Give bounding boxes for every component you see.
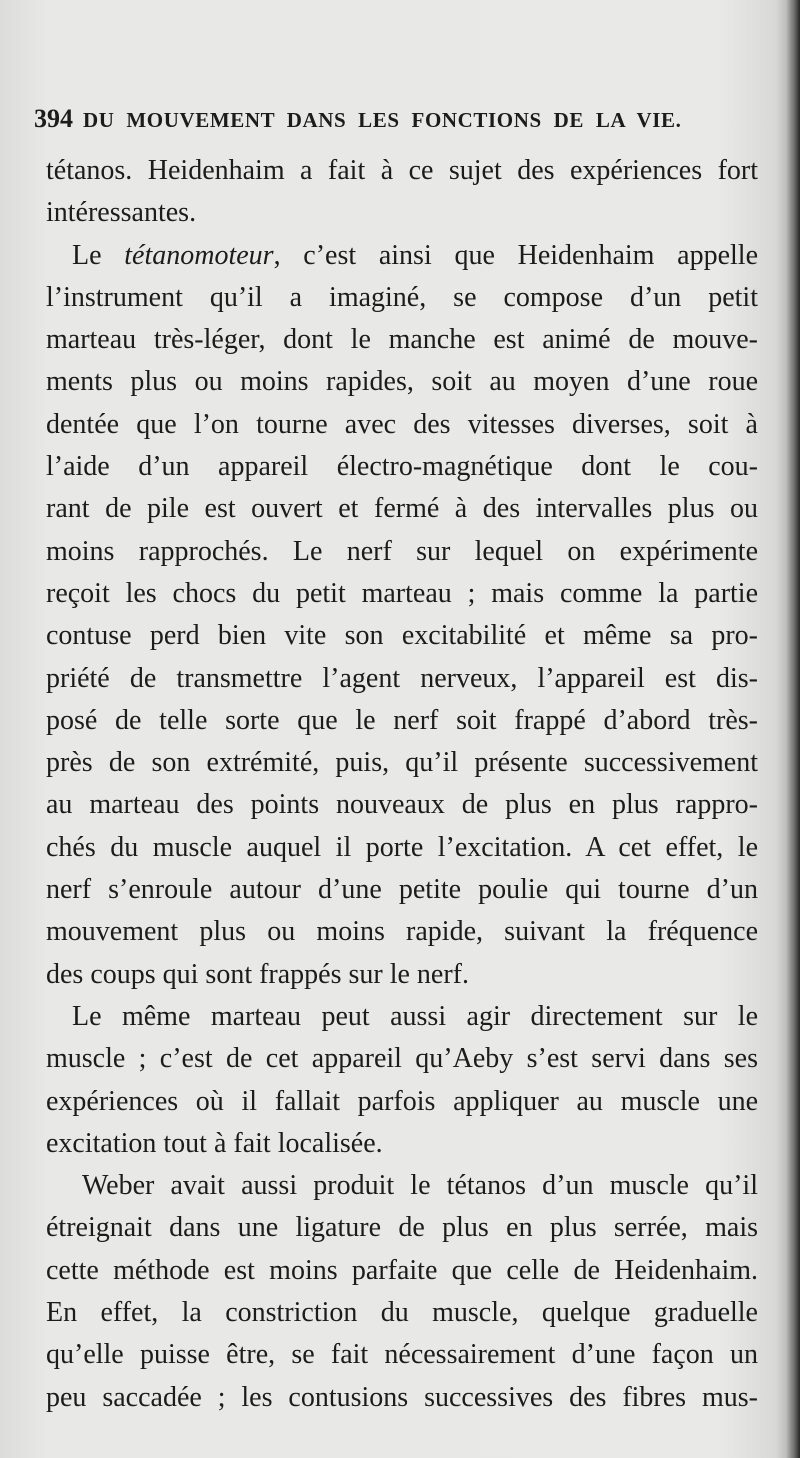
text-line: rant de pile est ouvert et fermé à des intervalles plus ou: [46, 493, 758, 525]
running-head-title: DU MOUVEMENT DANS LES FONCTIONS DE LA VIE.: [83, 108, 682, 132]
text-line: cette méthode est moins parfaite que celle de Heidenhaim.: [46, 1254, 758, 1286]
running-head: [34, 104, 694, 134]
text-line: expériences où il fallait parfois appliquer au muscle une: [46, 1085, 758, 1117]
text-line: peu saccadée ; les contusions successives des fibres mus-: [46, 1381, 758, 1413]
text-line: tétanos. Heidenhaim a fait à ce sujet des expériences fort: [46, 155, 758, 186]
text-line: l’aide d’un appareil électro-magnétique dont le cou-: [46, 451, 758, 483]
text-line: l’instrument qu’il a imaginé, se compose d’un petit: [46, 281, 758, 313]
text-line: étreignait dans une ligature de plus en plus serrée, mais: [46, 1212, 758, 1244]
text-line: contuse perd bien vite son excitabilité et même sa pro-: [46, 620, 758, 652]
text-line: [46, 235, 758, 277]
line-segment: Le: [72, 239, 125, 271]
text-line: En effet, la constriction du muscle, quelque graduelle: [46, 1297, 758, 1329]
page-edge-shadow: [786, 0, 800, 1458]
text-line: dentée que l’on tourne avec des vitesses diverses, soit à: [46, 408, 758, 440]
page-number: 394: [34, 104, 73, 133]
text-line: Weber avait aussi produit le tétanos d’un muscle qu’il: [82, 1170, 758, 1202]
text-line: nerf s’enroule autour d’une petite poulie qui tourne d’un: [46, 874, 758, 906]
text-line: reçoit les chocs du petit marteau ; mais comme la partie: [46, 577, 758, 609]
text-line: muscle ; c’est de cet appareil qu’Aeby s’est servi dans ses: [46, 1043, 758, 1075]
text-line: près de son extrémité, puis, qu’il présente successivement: [46, 747, 758, 779]
body-text: [46, 150, 758, 1419]
text-line: ments plus ou moins rapides, soit au moyen d’une roue: [46, 366, 758, 398]
text-line: qu’elle puisse être, se fait nécessairement d’une façon un: [46, 1339, 758, 1371]
text-line: moins rapprochés. Le nerf sur lequel on expérimente: [46, 535, 758, 567]
text-line: Le même marteau peut aussi agir directement sur le: [72, 1000, 758, 1032]
text-line: au marteau des points nouveaux de plus en plus rappro-: [46, 789, 758, 821]
text-line: marteau très-léger, dont le manche est animé de mouve-: [46, 324, 758, 356]
italic-term: tétanomoteur: [124, 239, 274, 271]
text-line: priété de transmettre l’agent nerveux, l’appareil est dis-: [46, 662, 758, 694]
line-segment: , c’est ainsi que Heidenhaim appelle: [273, 239, 758, 271]
text-line: chés du muscle auquel il porte l’excitation. A cet effet, le: [46, 831, 758, 863]
text-line: posé de telle sorte que le nerf soit frappé d’abord très-: [46, 704, 758, 736]
text-line: mouvement plus ou moins rapide, suivant la fréquence: [46, 916, 758, 948]
text-line: excitation tout à fait localisée.: [46, 1127, 383, 1159]
text-line: intéressantes.: [46, 197, 197, 229]
text-line: des coups qui sont frappés sur le nerf.: [46, 958, 470, 990]
